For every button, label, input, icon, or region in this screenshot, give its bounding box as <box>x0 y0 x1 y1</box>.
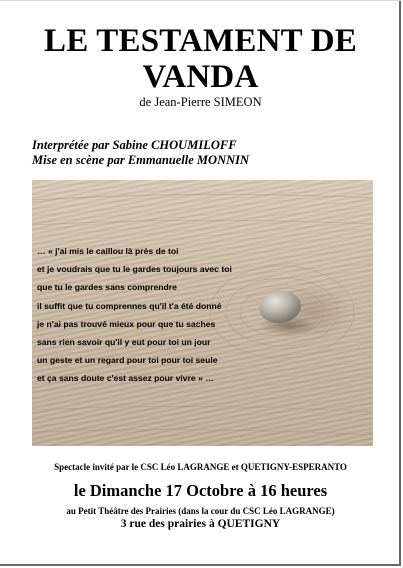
quote-line: et je voudrais que tu le gardes toujours avec toi <box>37 264 232 275</box>
author: de Jean-Pierre SIMEON <box>139 95 262 109</box>
address: 3 rue des prairies à QUETIGNY <box>120 518 281 530</box>
quote-line: … « j'ai mis le caillou là près de toi <box>37 246 179 256</box>
quote-line: que tu le gardes sans comprendre <box>37 282 177 293</box>
director-credit: Mise en scène par Emmanuelle MONNIN <box>32 153 250 167</box>
venue: au Petit Théâtre des Prairies (dans la cour du CSC Léo LAGRANGE) <box>66 506 335 516</box>
quote-line: un geste et un regard pour toi pour toi seule <box>37 355 218 366</box>
performer-credit: Interprétée par Sabine CHOUMILOFF <box>32 138 237 152</box>
page-edge <box>0 0 401 1</box>
title-line-2: VANDA <box>142 59 259 95</box>
quote-line: il suffit que tu comprennes qu'il t'a été donné <box>37 300 222 311</box>
credits <box>32 138 249 168</box>
invite-line: Spectacle invité par le CSC Léo LAGRANGE et QUETIGNY-ESPERANTO <box>54 462 347 472</box>
quote <box>37 242 232 388</box>
event-date: le Dimanche 17 Octobre à 16 heures <box>73 481 328 500</box>
title-line-1: LE TESTAMENT DE <box>44 23 357 59</box>
quote-line: et ça sans doute c'est assez pour vivre » … <box>37 373 214 384</box>
quote-line: je n'ai pas trouvé mieux pour que tu saches <box>37 318 216 329</box>
sand-pebble-photo <box>32 180 373 446</box>
quote-line: sans rien savoir qu'il y eut pour toi un jour <box>37 336 211 347</box>
